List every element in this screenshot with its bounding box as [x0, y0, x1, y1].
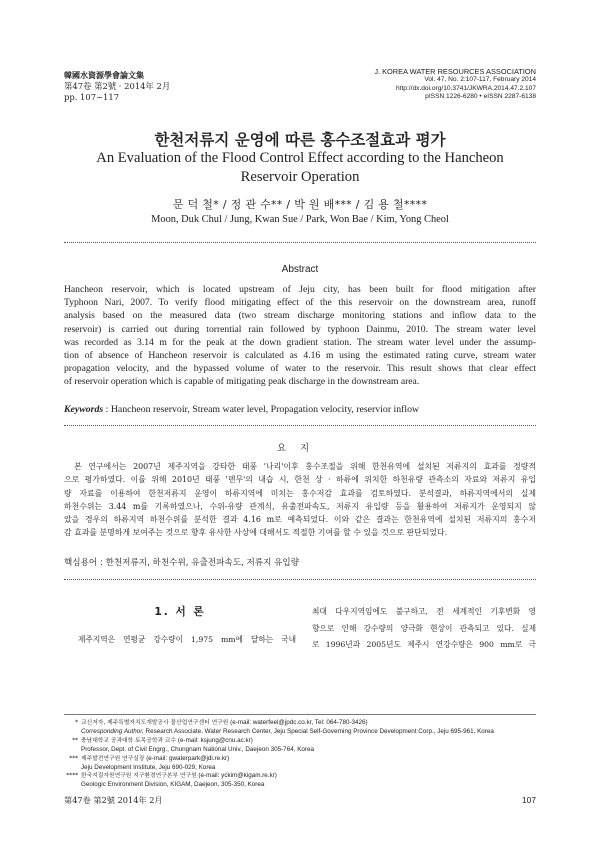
keywords [64, 404, 536, 415]
footnote-mark [64, 728, 81, 737]
abstract-line: tion of absence of Hancheon reservoir is calculated as 4.16 m using the estimated rating curve, stream water [64, 350, 536, 362]
body-column-right [312, 604, 536, 654]
authors-english: Moon, Duk Chul / Jung, Kwan Sue / Park, Won Bae / Kim, Yong Cheol [151, 214, 449, 225]
section-heading-introduction: 1. 서 론 [154, 606, 206, 618]
abstract-line: propagation velocity, and the bypassed volume of water to the reservoir. This result shows that clear effect [64, 363, 536, 375]
body-line: 향으로 인해 강수량의 양극화 현상이 관측되고 있다. 실제 [312, 623, 536, 633]
divider-bottom [64, 579, 536, 580]
footnote-korean: 제주발전연구원 연구실장 [81, 755, 145, 762]
paper-title-english-line-2: Reservoir Operation [240, 169, 360, 185]
body-line: 제주지역은 연평균 강수량이 1,975 mm에 달하는 국내 [78, 635, 296, 644]
abstract-line: reservoir) is carried out during torrential rain followed by typhoon Dainmu, 2010. The stream water level [64, 323, 536, 335]
divider-top [64, 242, 536, 243]
footnote-korean: 교신저자, 제주특별자치도개발공사 물산업연구센터 연구원 [81, 720, 229, 726]
korean-abstract-line: 본 연구에서는 2007년 제주지역을 강타한 태풍 '나리'이후 홍수조절을 위해 한천유역에 설치된 저류지의 효과를 정량적 [74, 462, 536, 471]
footnote-english: Research Associate, Water Research Center, Jeju Special Self-Governing Province Development Corp., Jeju 695-961, Korea [143, 727, 494, 735]
footnote-mark: *** [69, 755, 78, 762]
journal-issn: pISSN 1226-6280 • eISSN 2287-6138 [425, 93, 536, 101]
footer-volume: 第47卷 第2號 2014年 2月 [64, 795, 163, 805]
footnote-english: (e-mail: ksjung@cnu.ac.kr) [176, 736, 253, 744]
journal-name-ko: 韓國水資源學會論文集 [64, 71, 144, 80]
keywords-korean: 핵심용어 : 한천저류지, 하천수위, 유출전파속도, 저류지 유입량 [64, 558, 300, 568]
korean-abstract-heading: 요지 [276, 443, 324, 454]
footnote-mark [64, 746, 81, 755]
body-line: 로 1996년과 2005년도 제주시 연강수량은 900 mm로 극 [312, 640, 536, 649]
journal-pages: pp. 107~117 [64, 92, 120, 102]
journal-header-korean [64, 70, 170, 103]
footnote-item [64, 764, 536, 773]
body-column-left [64, 632, 296, 647]
abstract-line: Typhoon Nari, 2007. To verify flood mitigating effect of the this reservoir on the downstream area, runoff [64, 297, 536, 309]
korean-abstract-line: 량 자료를 이용하여 한천저류지 운영이 하류지역에 미치는 홍수저감 효과를 검토하였다. 분석결과, 하류지역에서의 실제 [64, 488, 536, 498]
korean-abstract-line: 았을 경우의 하류지역 하천수위를 분석한 결과 4.16 m로 예측되었다. 이와 같은 결과는 한천유역에 설치된 저류지의 홍수저 [64, 515, 536, 525]
korean-abstract-line: 감 효과를 분명하게 보여주는 것으로 향후 유사한 사상에 대해서도 적절한 기여를 할 수 있을 것으로 판단되었다. [64, 528, 448, 538]
abstract-line: analysis based on the measured data (two stream discharge monitoring stations and inflow data to the [64, 310, 536, 322]
keywords-text: : Hancheon reservoir, Stream water level, Propagation velocity, reservior inflow [103, 404, 420, 415]
footnote-item [64, 781, 536, 790]
journal-volume-en: Vol. 47, No. 2:107-117, February 2014 [424, 76, 536, 84]
footnote-korean: 충남대학교 공과대학 토목공학과 교수 [81, 737, 177, 744]
paper-title-english-line-1: An Evaluation of the Flood Control Effect according to the Hancheon [96, 150, 504, 166]
footnote-mark: **** [66, 773, 78, 780]
footnote-english: (e-mail: yckim@kigam.re.kr) [196, 772, 277, 780]
footnote-rule [64, 714, 536, 715]
paper-title-english [0, 149, 600, 187]
body-line: 최대 다우지역임에도 불구하고, 전 세계적인 기후변화 영 [312, 607, 536, 616]
korean-abstract-body [64, 460, 536, 540]
footnote-item [64, 746, 536, 755]
authors-korean: 문 덕 철* / 정 관 수** / 박 원 배*** / 김 용 철**** [172, 198, 428, 211]
abstract-heading: Abstract [281, 264, 319, 275]
footnote-english: Geologic Environment Division, KIGAM, Daejeon, 305-350, Korea [81, 781, 265, 789]
abstract-line: of reservoir operation which is capable of mitigating peak discharge in the downstream area. [64, 376, 420, 388]
abstract-line: Hancheon reservoir, which is located upstream of Jeju city, has been built for flood mitigation after [64, 284, 536, 295]
journal-name-en: J. KOREA WATER RESOURCES ASSOCIATION [374, 67, 536, 76]
footnotes [64, 719, 536, 790]
footnote-mark [64, 781, 81, 790]
footnote-item [64, 728, 536, 737]
footnote-mark: * [75, 720, 78, 726]
footnote-item [64, 719, 536, 728]
journal-volume-ko: 第47卷 第2號 · 2014年 2月 [64, 81, 171, 91]
keywords-label: Keywords [64, 404, 104, 415]
footnote-mark: ** [72, 737, 78, 744]
korean-abstract-line: 으로 평가하였다. 이를 위해 2010년 태풍 '뎬무'의 내습 시, 한천 상 · 하류에 위치한 하천유량 관측소의 자료와 저류지 유입 [64, 475, 536, 485]
korean-abstract-line: 하천수위는 3.44 m를 기록하였으나, 수위-유량 관계식, 유출전파속도, 저류지 유입량 등을 활용하여 저류지가 운영되지 않 [64, 501, 536, 511]
footnote-item [64, 755, 536, 764]
footnote-english: (e-mail: waterfeel@jpdc.co.kr, Tel: 064-780-3426) [228, 719, 368, 726]
paper-title-korean: 한천저류지 운영에 따른 홍수조절효과 평가 [154, 131, 446, 149]
divider-middle [64, 425, 536, 426]
abstract-body [64, 283, 536, 389]
footnote-korean: 한국지질자원연구원 지구환경연구본부 연구원 [81, 773, 197, 780]
page-number: 107 [522, 795, 536, 805]
journal-doi: http://dx.doi.org/10.3741/JKWRA.2014.47.2.107 [395, 84, 536, 92]
footnote-english: Professor, Dept. of Civil Engrg., Chungnam National Univ., Daejeon 305-764, Korea [81, 745, 314, 753]
footnote-item [64, 737, 536, 746]
footnote-item [64, 772, 536, 781]
journal-header-english [374, 68, 536, 102]
footnote-english: Jeju Development Institute, Jeju 690-029, Korea [81, 763, 216, 771]
abstract-line: was recorded as 3.14 m for the peak at the down gradient station. The stream water level under the assump- [64, 336, 536, 348]
footnote-english: (e-mail: gwaterpark@jdi.re.kr) [144, 754, 230, 762]
footnote-italic: Corresponding Author, [81, 727, 144, 735]
footnote-mark [64, 764, 81, 773]
